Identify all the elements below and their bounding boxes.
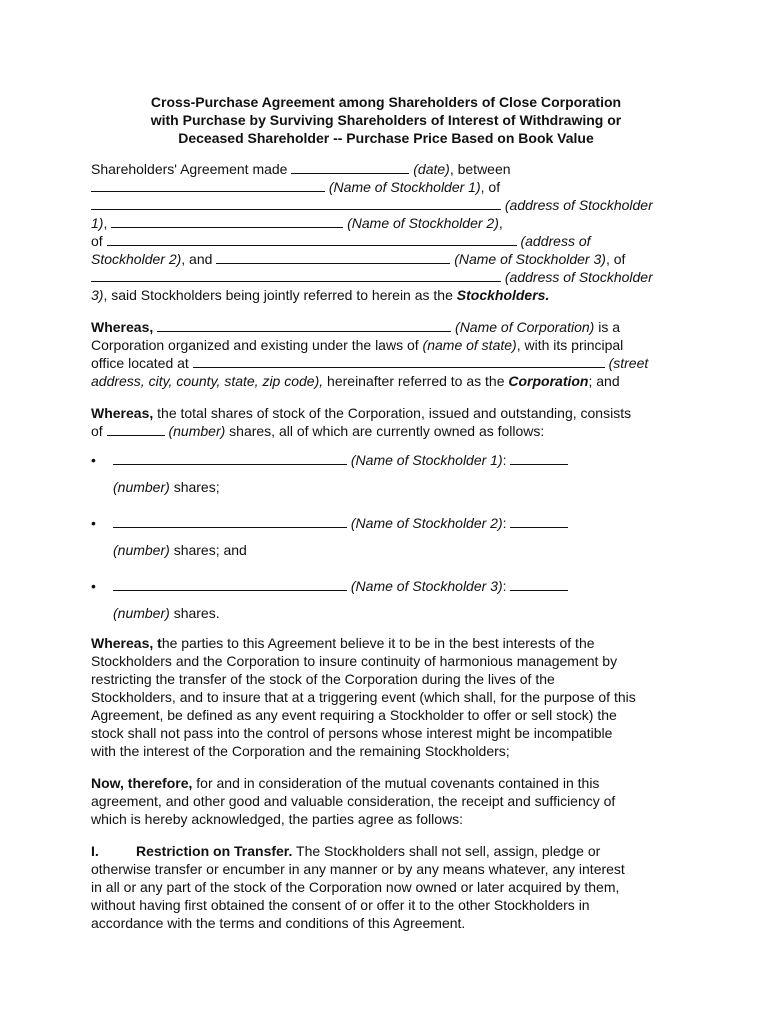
paragraph-line: without having first obtained the consent of or offer it to the other Stockholders in [91, 897, 590, 913]
corporation-name-label: (Name of Corporation) [455, 319, 595, 335]
paragraph-text: he parties to this Agreement believe it to be in the best interests of the [161, 635, 595, 651]
bullet-icon: • [91, 452, 96, 468]
title-line-2: with Purchase by Surviving Shareholders of Interest of Withdrawing or [150, 112, 622, 128]
paragraph-text: shares, all of which are currently owned as follows: [229, 423, 545, 439]
state-label: (name of state) [422, 337, 517, 353]
title-line-1: Cross-Purchase Agreement among Shareholders of Close Corporation [150, 94, 622, 110]
number-label: (number) [168, 423, 226, 439]
whereas-purpose-paragraph [91, 634, 681, 760]
intro-text: , [103, 215, 108, 231]
stockholder-3-name-label: (Name of Stockholder 3) [454, 251, 606, 267]
paragraph-line: in all or any part of the stock of the Corporation now owned or later acquired by them, [91, 879, 620, 895]
stockholder-1-address-label-end: 1) [91, 215, 104, 231]
paragraph-text: for and in consideration of the mutual covenants contained in this [196, 775, 600, 791]
bullet-stockholder-name-field[interactable] [113, 451, 347, 465]
bullet-shares-field[interactable] [510, 514, 568, 528]
bullet-shares-field[interactable] [510, 451, 568, 465]
stockholder-3-address-label: (address of Stockholder [504, 269, 653, 285]
bullet-stockholder-name-field[interactable] [113, 577, 347, 591]
document-body [91, 93, 681, 932]
paragraph-line: stock shall not pass into the control of persons whose interest might be incompatible [91, 725, 613, 741]
stockholder-1-address-field[interactable] [91, 196, 501, 210]
intro-text: , of [605, 251, 626, 267]
number-label: (number) [113, 605, 170, 621]
paragraph-text: Corporation organized and existing under the laws of [91, 337, 419, 353]
paragraph-line: Agreement, be defined as any event requiring a Stockholder to offer or sell stock) the [91, 707, 617, 723]
stockholder-1-address-label: (address of Stockholder [504, 197, 653, 213]
whereas-label: Whereas, [91, 405, 154, 421]
intro-text: , of [480, 179, 501, 195]
bullet-icon: • [91, 515, 96, 531]
paragraph-line: which is hereby acknowledged, the parties agree as follows: [91, 811, 463, 827]
paragraph-line: Stockholders and the Corporation to insure continuity of harmonious management by [91, 653, 618, 669]
paragraph-text: shares; [173, 479, 220, 495]
stockholder-2-name-field[interactable] [111, 214, 343, 228]
stockholder-name-label: (Name of Stockholder 2) [350, 515, 503, 531]
stockholder-3-address-label-end: 3) [91, 287, 104, 303]
paragraph-text: shares. [173, 605, 220, 621]
total-shares-field[interactable] [107, 422, 165, 436]
paragraph-line: accordance with the terms and conditions of this Agreement. [91, 915, 466, 931]
paragraph-text: shares; and [173, 542, 247, 558]
stockholder-2-name-label: (Name of Stockholder 2) [347, 215, 499, 231]
colon: : [502, 578, 507, 594]
paragraph-line: with the interest of the Corporation and the remaining Stockholders; [91, 743, 510, 759]
now-therefore-label: Now, therefore, [91, 775, 193, 791]
section-1-restriction-on-transfer [91, 842, 681, 932]
stockholder-2-address-label: (address of [520, 233, 591, 249]
stockholder-3-address-field[interactable] [91, 268, 501, 282]
paragraph-text: The Stockholders shall not sell, assign, pledge or [296, 843, 601, 859]
number-label: (number) [113, 479, 170, 495]
paragraph-text: hereinafter referred to as the [327, 373, 505, 389]
stockholder-2-address-label-end: Stockholder 2) [91, 251, 182, 267]
stockholders-defined-term: Stockholders. [456, 287, 550, 303]
section-number: I. [91, 843, 99, 859]
date-label: (date) [413, 161, 450, 177]
number-label: (number) [113, 542, 170, 558]
intro-paragraph [91, 160, 681, 304]
paragraph-text: is a [598, 319, 620, 335]
intro-text: Shareholders' Agreement made [91, 161, 288, 177]
whereas-label: Whereas, t [91, 635, 162, 651]
stockholder-name-label: (Name of Stockholder 3) [350, 578, 503, 594]
paragraph-text: office located at [91, 355, 189, 371]
office-address-field[interactable] [193, 354, 605, 368]
intro-text: , said Stockholders being jointly referred to herein as the [103, 287, 453, 303]
whereas-shares-paragraph [91, 404, 681, 440]
document-title [91, 93, 681, 147]
paragraph-text: ; and [588, 373, 620, 389]
stockholder-1-name-label: (Name of Stockholder 1) [328, 179, 481, 195]
whereas-label: Whereas, [91, 319, 154, 335]
whereas-corporation-paragraph [91, 318, 681, 390]
list-item [91, 451, 681, 496]
address-label: address, city, county, state, zip code), [91, 373, 324, 389]
street-label: (street [608, 355, 649, 371]
list-item [91, 514, 681, 559]
paragraph-line: agreement, and other good and valuable consideration, the receipt and sufficiency of [91, 793, 616, 809]
title-line-3: Deceased Shareholder -- Purchase Price Based on Book Value [178, 130, 594, 146]
intro-text: , and [181, 251, 213, 267]
stockholder-2-address-field[interactable] [107, 232, 517, 246]
intro-text: of [91, 233, 103, 249]
bullet-stockholder-name-field[interactable] [113, 514, 347, 528]
now-therefore-paragraph [91, 774, 681, 828]
bullet-icon: • [91, 578, 96, 594]
paragraph-line: restricting the transfer of the stock of the Corporation during the lives of the [91, 671, 555, 687]
colon: : [502, 515, 507, 531]
colon: : [502, 452, 507, 468]
intro-text: , between [449, 161, 511, 177]
corporation-defined-term: Corporation [508, 373, 589, 389]
paragraph-line: otherwise transfer or encumber in any manner or by any means whatever, any interest [91, 861, 625, 877]
paragraph-line: Stockholders, and to insure that at a triggering event (which shall, for the purpose of this [91, 689, 636, 705]
section-heading: Restriction on Transfer. [136, 843, 293, 859]
stockholder-3-name-field[interactable] [216, 250, 450, 264]
list-item [91, 577, 681, 622]
stockholder-name-label: (Name of Stockholder 1) [350, 452, 503, 468]
paragraph-text: , with its principal [516, 337, 624, 353]
paragraph-text: of [91, 423, 103, 439]
stockholder-1-name-field[interactable] [91, 178, 325, 192]
paragraph-text: the total shares of stock of the Corporation, issued and outstanding, consists [157, 405, 632, 421]
corporation-name-field[interactable] [157, 318, 451, 332]
date-field[interactable] [291, 160, 409, 174]
bullet-shares-field[interactable] [510, 577, 568, 591]
intro-text: , [498, 215, 503, 231]
